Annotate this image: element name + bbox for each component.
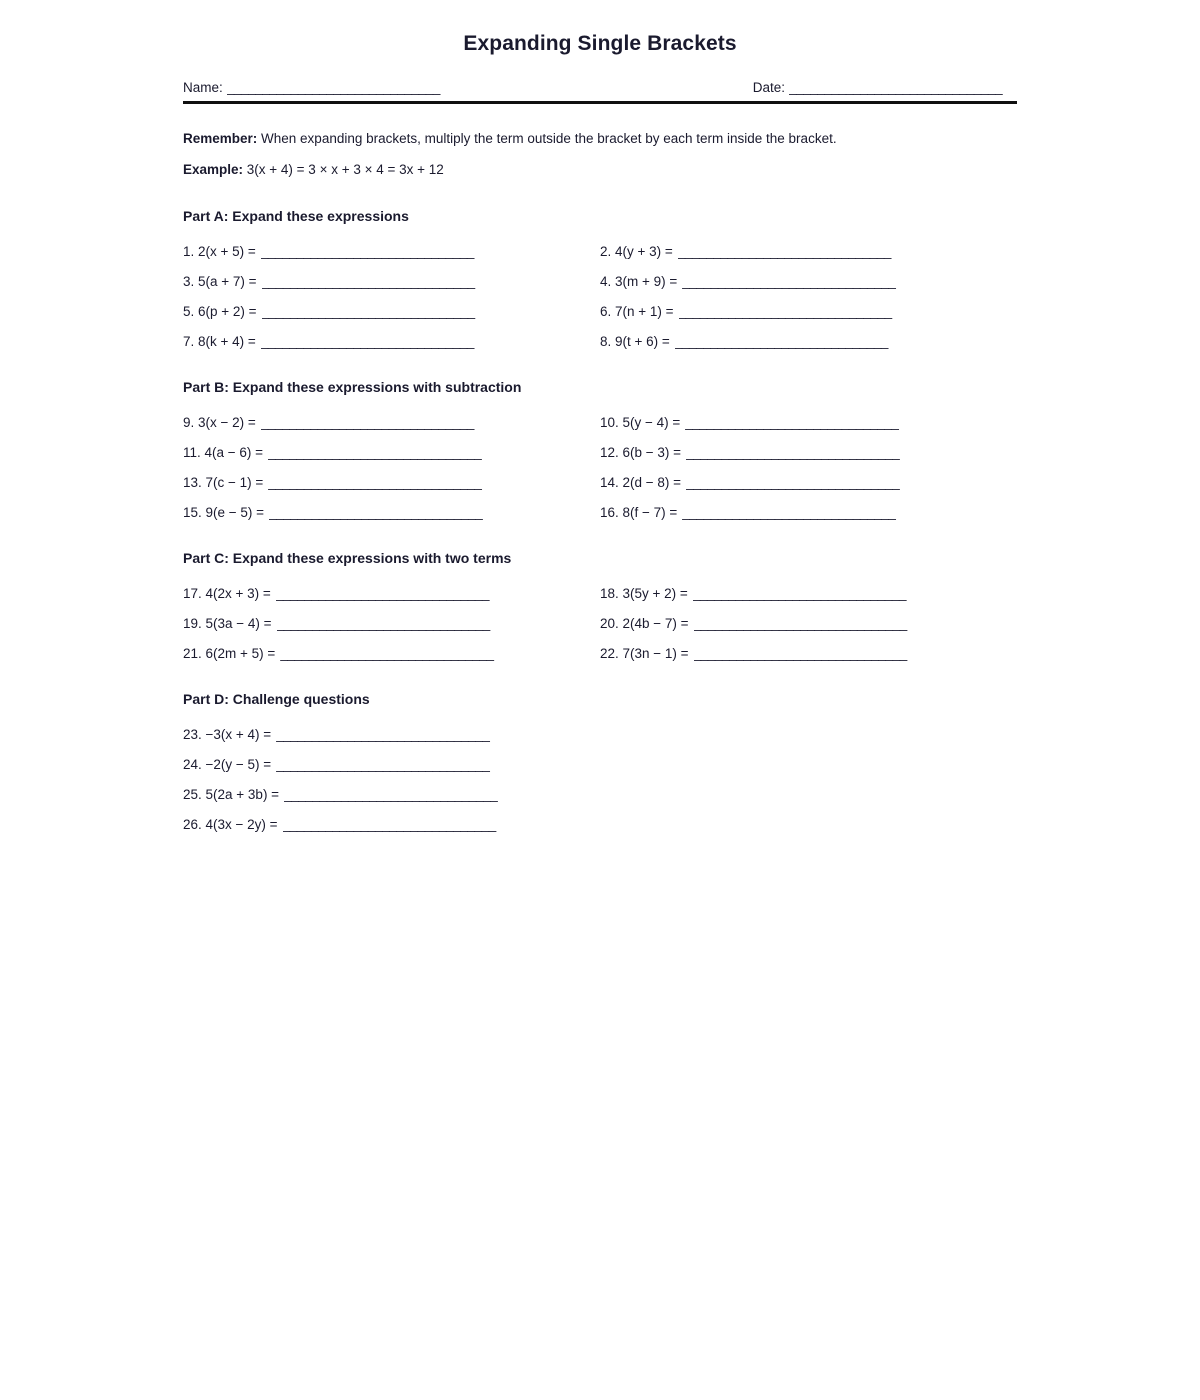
question-row bbox=[183, 646, 1017, 661]
answer-blank[interactable]: ______________________________ bbox=[682, 504, 896, 520]
question-row bbox=[183, 334, 1017, 349]
section-heading: Part D: Challenge questions bbox=[183, 690, 370, 707]
question-row bbox=[183, 475, 1017, 490]
answer-blank[interactable]: ______________________________ bbox=[677, 243, 892, 259]
worksheet-content bbox=[183, 0, 1017, 832]
question-text: 17. 4(2x + 3) = bbox=[183, 585, 271, 601]
question-text: 19. 5(3a − 4) = bbox=[183, 615, 272, 631]
question-item bbox=[183, 646, 600, 661]
question-text: 8. 9(t + 6) = bbox=[600, 333, 670, 349]
question-row bbox=[183, 445, 1017, 460]
answer-blank[interactable]: ______________________________ bbox=[276, 726, 490, 742]
answer-blank[interactable]: ______________________________ bbox=[260, 243, 475, 259]
answer-blank[interactable]: ______________________________ bbox=[268, 444, 482, 460]
question-text: 9. 3(x − 2) = bbox=[183, 414, 256, 430]
question-grid bbox=[183, 415, 1017, 520]
question-text: 25. 5(2a + 3b) = bbox=[183, 786, 280, 802]
question-row bbox=[183, 274, 1017, 289]
question-item bbox=[600, 445, 1017, 460]
section-heading: Part B: Expand these expressions with subtraction bbox=[183, 378, 522, 395]
page-title: Expanding Single Brackets bbox=[463, 32, 737, 55]
date-label: Date: bbox=[752, 80, 785, 95]
question-grid bbox=[183, 586, 1017, 661]
question-text: 11. 4(a − 6) = bbox=[183, 444, 264, 460]
question-row bbox=[183, 244, 1017, 259]
answer-blank[interactable]: ______________________________ bbox=[682, 273, 896, 289]
question-text: 13. 7(c − 1) = bbox=[183, 474, 264, 490]
question-item bbox=[600, 586, 1017, 601]
example-line bbox=[183, 163, 1017, 178]
question-text: 14. 2(d − 8) = bbox=[600, 474, 682, 490]
question-row bbox=[183, 757, 1017, 772]
question-row bbox=[183, 586, 1017, 601]
question-item bbox=[600, 244, 1017, 259]
answer-blank[interactable]: ______________________________ bbox=[284, 786, 498, 802]
question-text: 6. 7(n + 1) = bbox=[600, 303, 674, 319]
question-item bbox=[183, 445, 600, 460]
question-item bbox=[183, 304, 600, 319]
answer-blank[interactable]: ______________________________ bbox=[269, 504, 483, 520]
question-item bbox=[600, 334, 1017, 349]
question-text: 15. 9(e − 5) = bbox=[183, 504, 265, 520]
question-item bbox=[183, 817, 613, 832]
remember-label: Remember: bbox=[183, 131, 258, 146]
question-grid bbox=[183, 727, 1017, 832]
question-row bbox=[183, 616, 1017, 631]
section-part-b bbox=[183, 379, 1017, 520]
question-text: 21. 6(2m + 5) = bbox=[183, 645, 276, 661]
question-text: 20. 2(4b − 7) = bbox=[600, 615, 689, 631]
question-text: 12. 6(b − 3) = bbox=[600, 444, 682, 460]
answer-blank[interactable]: ______________________________ bbox=[268, 474, 482, 490]
question-row bbox=[183, 787, 1017, 802]
question-text: 3. 5(a + 7) = bbox=[183, 273, 257, 289]
question-text: 4. 3(m + 9) = bbox=[600, 273, 678, 289]
question-row bbox=[183, 505, 1017, 520]
question-item bbox=[183, 334, 600, 349]
answer-blank[interactable]: ______________________________ bbox=[275, 585, 490, 601]
name-date-row bbox=[183, 80, 1017, 95]
question-text: 10. 5(y − 4) = bbox=[600, 414, 681, 430]
question-item bbox=[600, 475, 1017, 490]
question-item bbox=[183, 244, 600, 259]
question-item bbox=[183, 505, 600, 520]
question-item bbox=[183, 757, 613, 772]
question-text: 24. −2(y − 5) = bbox=[183, 756, 272, 772]
answer-blank[interactable]: ______________________________ bbox=[686, 444, 900, 460]
answer-blank[interactable]: ______________________________ bbox=[692, 585, 907, 601]
question-item bbox=[600, 304, 1017, 319]
example-text: 3(x + 4) = 3 × x + 3 × 4 = 3x + 12 bbox=[243, 161, 444, 177]
question-item bbox=[600, 505, 1017, 520]
question-item bbox=[600, 415, 1017, 430]
example-label: Example: bbox=[183, 161, 244, 177]
name-label: Name: bbox=[183, 80, 223, 95]
question-grid bbox=[183, 244, 1017, 349]
question-item bbox=[183, 274, 600, 289]
question-item bbox=[183, 787, 613, 802]
question-text: 23. −3(x + 4) = bbox=[183, 726, 272, 742]
answer-blank[interactable]: ______________________________ bbox=[693, 645, 907, 661]
answer-blank[interactable]: ______________________________ bbox=[686, 474, 900, 490]
question-item bbox=[600, 274, 1017, 289]
section-heading: Part A: Expand these expressions bbox=[183, 207, 409, 224]
question-item bbox=[600, 646, 1017, 661]
question-text: 5. 6(p + 2) = bbox=[183, 303, 257, 319]
answer-blank[interactable]: ______________________________ bbox=[674, 333, 889, 349]
question-text: 7. 8(k + 4) = bbox=[183, 333, 256, 349]
question-item bbox=[600, 616, 1017, 631]
section-heading: Part C: Expand these expressions with two terms bbox=[183, 549, 512, 566]
remember-text: When expanding brackets, multiply the term outside the bracket by each term inside the bracket. bbox=[257, 131, 837, 146]
remember-line bbox=[183, 132, 1017, 147]
name-input-blank[interactable]: ______________________________ bbox=[226, 80, 441, 95]
name-field-group bbox=[183, 80, 455, 95]
question-text: 2. 4(y + 3) = bbox=[600, 243, 673, 259]
answer-blank[interactable]: ______________________________ bbox=[260, 414, 475, 430]
answer-blank[interactable]: ______________________________ bbox=[685, 414, 899, 430]
question-text: 26. 4(3x − 2y) = bbox=[183, 816, 278, 832]
question-text: 1. 2(x + 5) = bbox=[183, 243, 256, 259]
answer-blank[interactable]: ______________________________ bbox=[280, 645, 494, 661]
date-field-group bbox=[753, 80, 1017, 95]
question-text: 16. 8(f − 7) = bbox=[600, 504, 678, 520]
answer-blank[interactable]: ______________________________ bbox=[276, 756, 490, 772]
answer-blank[interactable]: ______________________________ bbox=[282, 816, 496, 832]
question-row bbox=[183, 415, 1017, 430]
question-item bbox=[183, 415, 600, 430]
question-row bbox=[183, 817, 1017, 832]
question-text: 18. 3(5y + 2) = bbox=[600, 585, 688, 601]
section-part-c bbox=[183, 550, 1017, 661]
section-part-a bbox=[183, 208, 1017, 349]
answer-blank[interactable]: ______________________________ bbox=[261, 273, 475, 289]
date-input-blank[interactable]: ______________________________ bbox=[789, 80, 1003, 95]
answer-blank[interactable]: ______________________________ bbox=[261, 303, 475, 319]
sections-container bbox=[183, 208, 1017, 832]
question-item bbox=[183, 475, 600, 490]
header-divider bbox=[183, 101, 1017, 104]
question-item bbox=[183, 616, 600, 631]
section-part-d bbox=[183, 691, 1017, 832]
question-row bbox=[183, 304, 1017, 319]
answer-blank[interactable]: ______________________________ bbox=[678, 303, 892, 319]
answer-blank[interactable]: ______________________________ bbox=[260, 333, 475, 349]
question-text: 22. 7(3n − 1) = bbox=[600, 645, 689, 661]
answer-blank[interactable]: ______________________________ bbox=[693, 615, 907, 631]
instructions-block bbox=[183, 132, 1017, 178]
question-row bbox=[183, 727, 1017, 742]
question-item bbox=[183, 586, 600, 601]
question-item bbox=[183, 727, 613, 742]
answer-blank[interactable]: ______________________________ bbox=[276, 615, 490, 631]
